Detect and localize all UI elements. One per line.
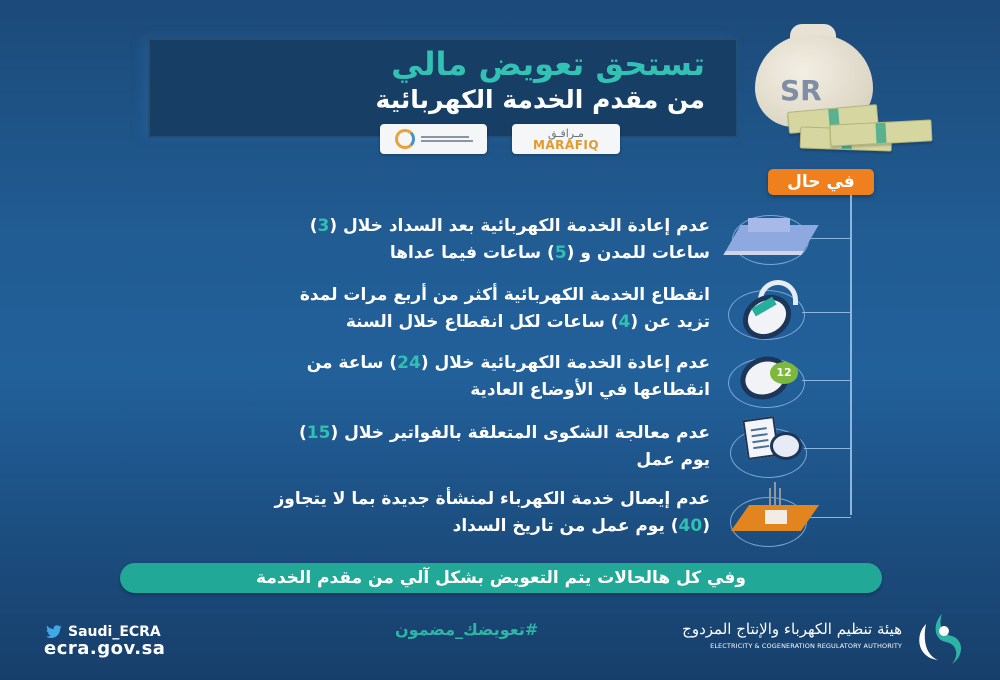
land-plot-center-icon: [765, 510, 787, 524]
timeline-line: [850, 195, 852, 515]
connector-line: [804, 517, 851, 518]
stopwatch-icon: [770, 432, 802, 460]
condition-item: [90, 282, 710, 336]
connector-line: [806, 238, 851, 239]
condition-line-1: عدم معالجة الشكوى المتعلقة بالفواتير خلال (15): [298, 423, 710, 443]
condition-line-2: انقطاعها في الأوضاع العادية: [470, 380, 710, 400]
city-buildings-icon: [748, 218, 790, 232]
condition-line-1: عدم إعادة الخدمة الكهربائية بعد السداد خلال (3): [309, 216, 710, 236]
condition-line-2: يوم عمل: [636, 450, 710, 470]
authority-name-english: ELECTRICITY & COGENERATION REGULATORY AUTHORITY: [710, 642, 902, 650]
ecra-logo-icon: [912, 610, 966, 666]
section-tag: في حال: [768, 169, 874, 195]
connector-line: [804, 448, 851, 449]
clock-badge-icon: 12: [770, 362, 798, 384]
page-title: تستحق تعويض مالي: [391, 45, 705, 83]
sec-logo: [380, 124, 487, 154]
condition-line-1: انقطاع الخدمة الكهربائية أكثر من أربع مرات لمدة: [299, 285, 710, 305]
condition-item: [90, 213, 710, 267]
condition-item: [90, 350, 710, 404]
sec-ring-icon: [395, 129, 415, 149]
condition-line-1: عدم إعادة الخدمة الكهربائية خلال (24) ساعة من: [306, 353, 710, 373]
sec-logo-text: [421, 136, 473, 142]
hashtag: #تعويضك_مضمون: [395, 620, 539, 639]
connector-line: [802, 380, 851, 381]
marafiq-logo-arabic: مـرافـق: [548, 126, 584, 140]
auto-compensation-banner: وفي كل هالحالات يتم التعويض بشكل آلي من مقدم الخدمة: [120, 563, 882, 593]
marafiq-logo: [512, 124, 620, 154]
condition-line-2: تزيد عن (4) ساعات لكل انقطاع خلال السنة: [345, 312, 710, 332]
authority-name-arabic: هيئة تنظيم الكهرباء والإنتاج المزدوج: [682, 620, 902, 638]
cash-stack-icon: [829, 119, 932, 146]
condition-item: [90, 420, 710, 474]
condition-line-2: ساعات للمدن و (5) ساعات فيما عداها: [389, 243, 710, 263]
condition-line-1: عدم إيصال خدمة الكهرباء لمنشأة جديدة بما لا يتجاوز: [274, 489, 710, 509]
connector-line: [802, 312, 851, 313]
page-subtitle: من مقدم الخدمة الكهربائية: [375, 85, 705, 114]
condition-line-2: (40) يوم عمل من تاريخ السداد: [452, 516, 710, 536]
twitter-icon: [44, 625, 64, 639]
website-link[interactable]: ecra.gov.sa: [44, 638, 166, 659]
currency-label: SR: [780, 74, 822, 107]
twitter-handle-text: Saudi_ECRA: [68, 624, 161, 640]
marafiq-logo-english: MARAFIQ: [532, 137, 600, 152]
condition-item: [90, 486, 710, 540]
